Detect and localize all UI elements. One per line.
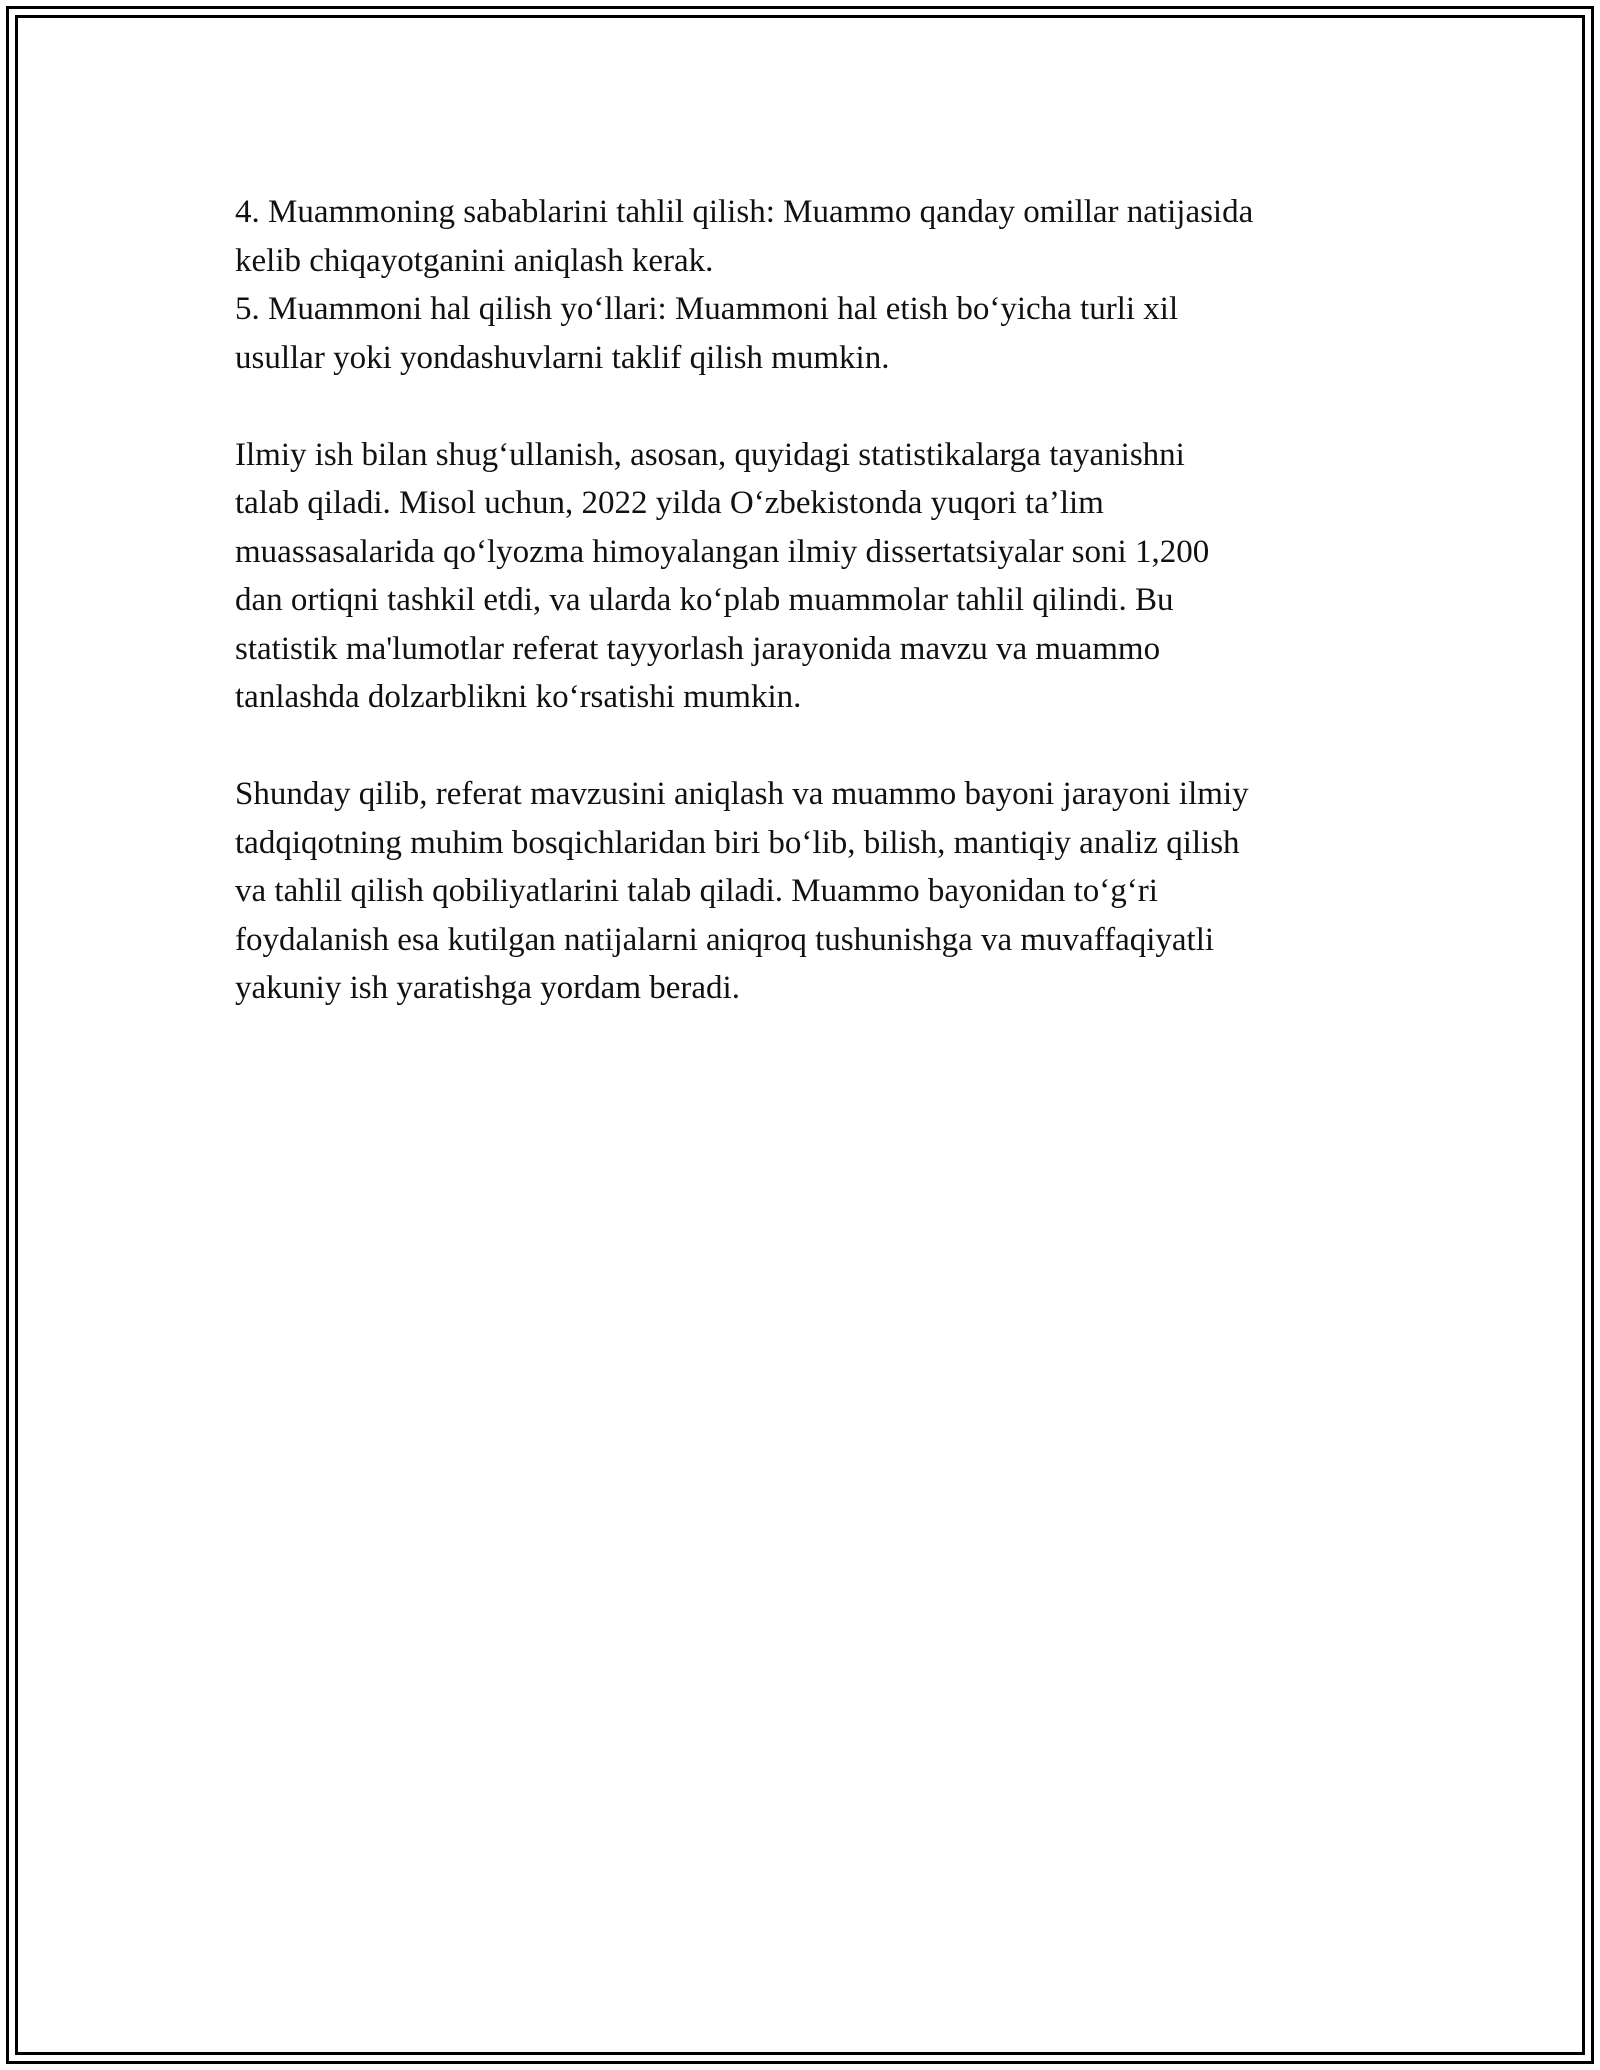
list-item (235, 285, 1385, 382)
text-line: dan ortiqni tashkil etdi, va ularda ko‘plab muammolar tahlil qilindi. Bu (235, 582, 1174, 618)
paragraph (235, 431, 1385, 722)
text-line: tanlashda dolzarblikni ko‘rsatishi mumkin. (235, 679, 802, 715)
text-line: yakuniy ish yaratishga yordam beradi. (235, 970, 740, 1006)
text-line: tadqiqotning muhim bosqichlaridan biri bo‘lib, bilish, mantiqiy analiz qilish (235, 824, 1240, 861)
text-line: 4. Muammoning sabablarini tahlil qilish: Muammo qanday omillar natijasida (235, 194, 1254, 230)
list-item (235, 188, 1385, 285)
paragraph-spacer (235, 382, 1385, 431)
paragraph-spacer (235, 722, 1385, 771)
text-line: usullar yoki yondashuvlarni taklif qilish mumkin. (235, 339, 890, 376)
text-line: va tahlil qilish qobiliyatlarini talab qiladi. Muammo bayonidan to‘g‘ri (235, 873, 1158, 909)
text-line: kelib chiqayotganini aniqlash kerak. (235, 242, 714, 279)
text-line: Ilmiy ish bilan shug‘ullanish, asosan, quyidagi statistikalarga tayanishni (235, 436, 1185, 473)
text-line: statistik ma'lumotlar referat tayyorlash jarayonida mavzu va muammo (235, 630, 1161, 667)
paragraph (235, 770, 1385, 1013)
text-line: foydalanish esa kutilgan natijalarni aniqroq tushunishga va muvaffaqiyatli (235, 921, 1215, 958)
text-line: Shunday qilib, referat mavzusini aniqlash va muammo bayoni jarayoni ilmiy (235, 776, 1249, 812)
text-line: 5. Muammoni hal qilish yo‘llari: Muammoni hal etish bo‘yicha turli xil (235, 291, 1179, 327)
text-line: talab qiladi. Misol uchun, 2022 yilda O‘zbekistonda yuqori ta’lim (235, 485, 1104, 521)
document-body (235, 188, 1385, 1013)
text-line: muassasalarida qo‘lyozma himoyalangan ilmiy dissertatsiyalar soni 1,200 (235, 533, 1210, 570)
